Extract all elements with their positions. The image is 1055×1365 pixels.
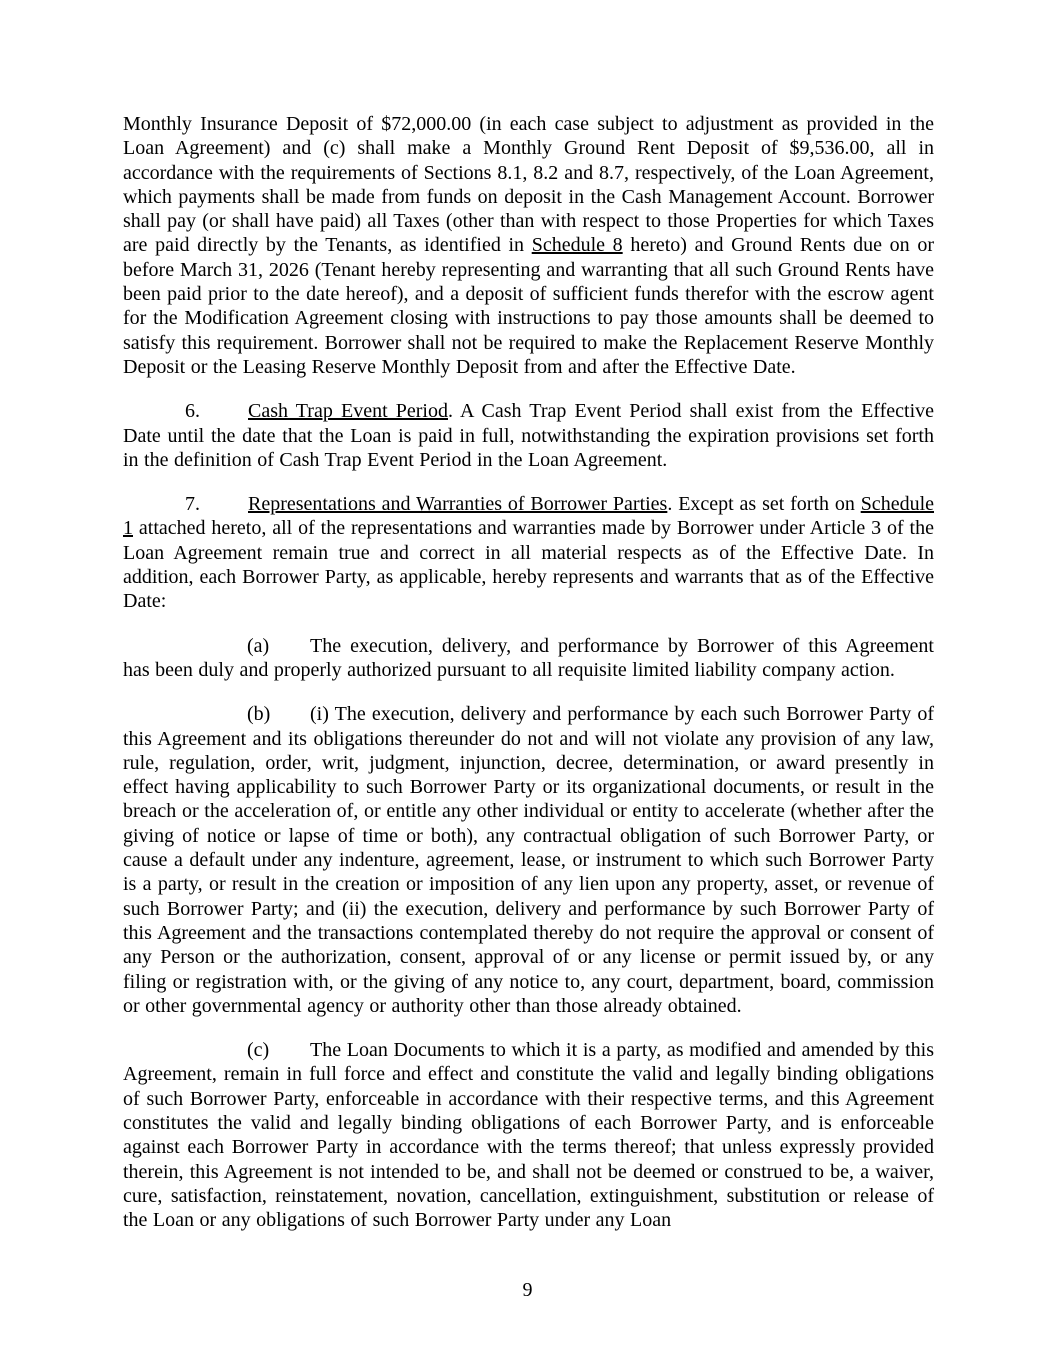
paragraph-text: The Loan Documents to which it is a party, as modified and amended by this Agreement, remain in full force and effect and constitute the valid and legally binding obligations of such Borrower Party, enforceable in accordance with their respective terms, and this Agreement constitutes the valid and legally binding obligations of each Borrower Party, and is enforceable against each Borrower Party in accordance with the terms thereof; that unless expressly provided therein, this Agreement is not intended to be, and shall not be deemed or construed to be, a waiver, cure, satisfaction, reinstatement, novation, cancellation, extinguishment, substitution or release of the Loan or any obligations of such Borrower Party under any Loan	[123, 1039, 934, 1232]
section-7-representations-and-warranties	[123, 492, 934, 613]
paragraph-text: . Except as set forth on	[667, 493, 861, 516]
section-heading: Cash Trap Event Period	[248, 400, 448, 423]
section-6-cash-trap-event-period	[123, 399, 934, 472]
section-heading: Representations and Warranties of Borrower Parties	[248, 493, 668, 516]
paragraph-text: . A Cash Trap Event Period shall exist from the Effective Date until the date that the Loan is paid in full, notwithstanding the expiration provisions set forth in the definition of Cash Trap Event Period in the Loan Agreement.	[123, 400, 935, 471]
clause-c-loan-documents	[123, 1038, 934, 1232]
section-number: 6.	[185, 400, 200, 423]
document-body	[123, 112, 934, 1232]
clause-a-authorization	[123, 634, 934, 683]
paragraph-text: (i) The execution, delivery and performance by each such Borrower Party of this Agreement and its obligations thereunder do not and will not violate any provision of any law, rule, regulation, order, writ, judgment, injunction, decree, determination, or award presently in effect having applicability to such Borrower Party or its organizational documents, or result in the breach or the acceleration of, or entitle any other individual or entity to accelerate (whether after the giving of notice or lapse of time or both), any contractual obligation of such Borrower Party, or cause a default under any indenture, agreement, lease, or instrument to which such Borrower Party is a party, or result in the creation or imposition of any lien upon any property, asset, or revenue of such Borrower Party; and (ii) the execution, delivery and performance by such Borrower Party of this Agreement and the transactions contemplated thereby do not require the approval or consent of any Person or the authorization, consent, approval of or any license or permit issued by, or any filing or registration with, or the giving of any notice to, any court, department, board, commission or other governmental agency or authority other than those already obtained.	[123, 703, 934, 1017]
paragraph-text: Monthly Insurance Deposit of $72,000.00 (in each case subject to adjustment as provided in the Loan Agreement) and (c) shall make a Monthly Ground Rent Deposit of $9,536.00, all in accordance with the requirements of Sections 8.1, 8.2 and 8.7, respectively, of the Loan Agreement, which payments shall be made from funds on deposit in the Cash Management Account. Borrower shall pay (or shall have paid) all Taxes (other than with respect to those Properties for which Taxes are paid directly by the Tenants, as identified in	[123, 113, 934, 257]
page-number: 9	[522, 1279, 533, 1301]
clause-letter: (c)	[247, 1039, 270, 1062]
schedule-1-reference: Schedule 1	[123, 493, 934, 540]
section-number: 7.	[185, 493, 200, 516]
paragraph-text: hereto) and Ground Rents due on or before March 31, 2026 (Tenant hereby representing and warranting that all such Ground Rents have been paid prior to the date hereof), and a deposit of sufficient funds therefor with the escrow agent for the Modification Agreement closing with instructions to pay those amounts shall be deemed to satisfy this requirement. Borrower shall not be required to make the Replacement Reserve Monthly Deposit or the Leasing Reserve Monthly Deposit from and after the Effective Date.	[123, 234, 934, 378]
paragraph-monthly-deposits-continuation	[123, 112, 934, 379]
clause-letter: (a)	[247, 634, 270, 657]
clause-letter: (b)	[247, 703, 271, 726]
clause-b-no-violation	[123, 702, 934, 1018]
paragraph-text: attached hereto, all of the representations and warranties made by Borrower under Article 3 of the Loan Agreement remain true and correct in all material respects as of the Effective Date. In addition, each Borrower Party, as applicable, hereby represents and warrants that as of the Effective Date:	[123, 517, 934, 613]
schedule-8-reference: Schedule 8	[531, 234, 623, 257]
paragraph-text: The execution, delivery, and performance by Borrower of this Agreement has been duly and properly authorized pursuant to all requisite limited liability company action.	[123, 634, 934, 681]
